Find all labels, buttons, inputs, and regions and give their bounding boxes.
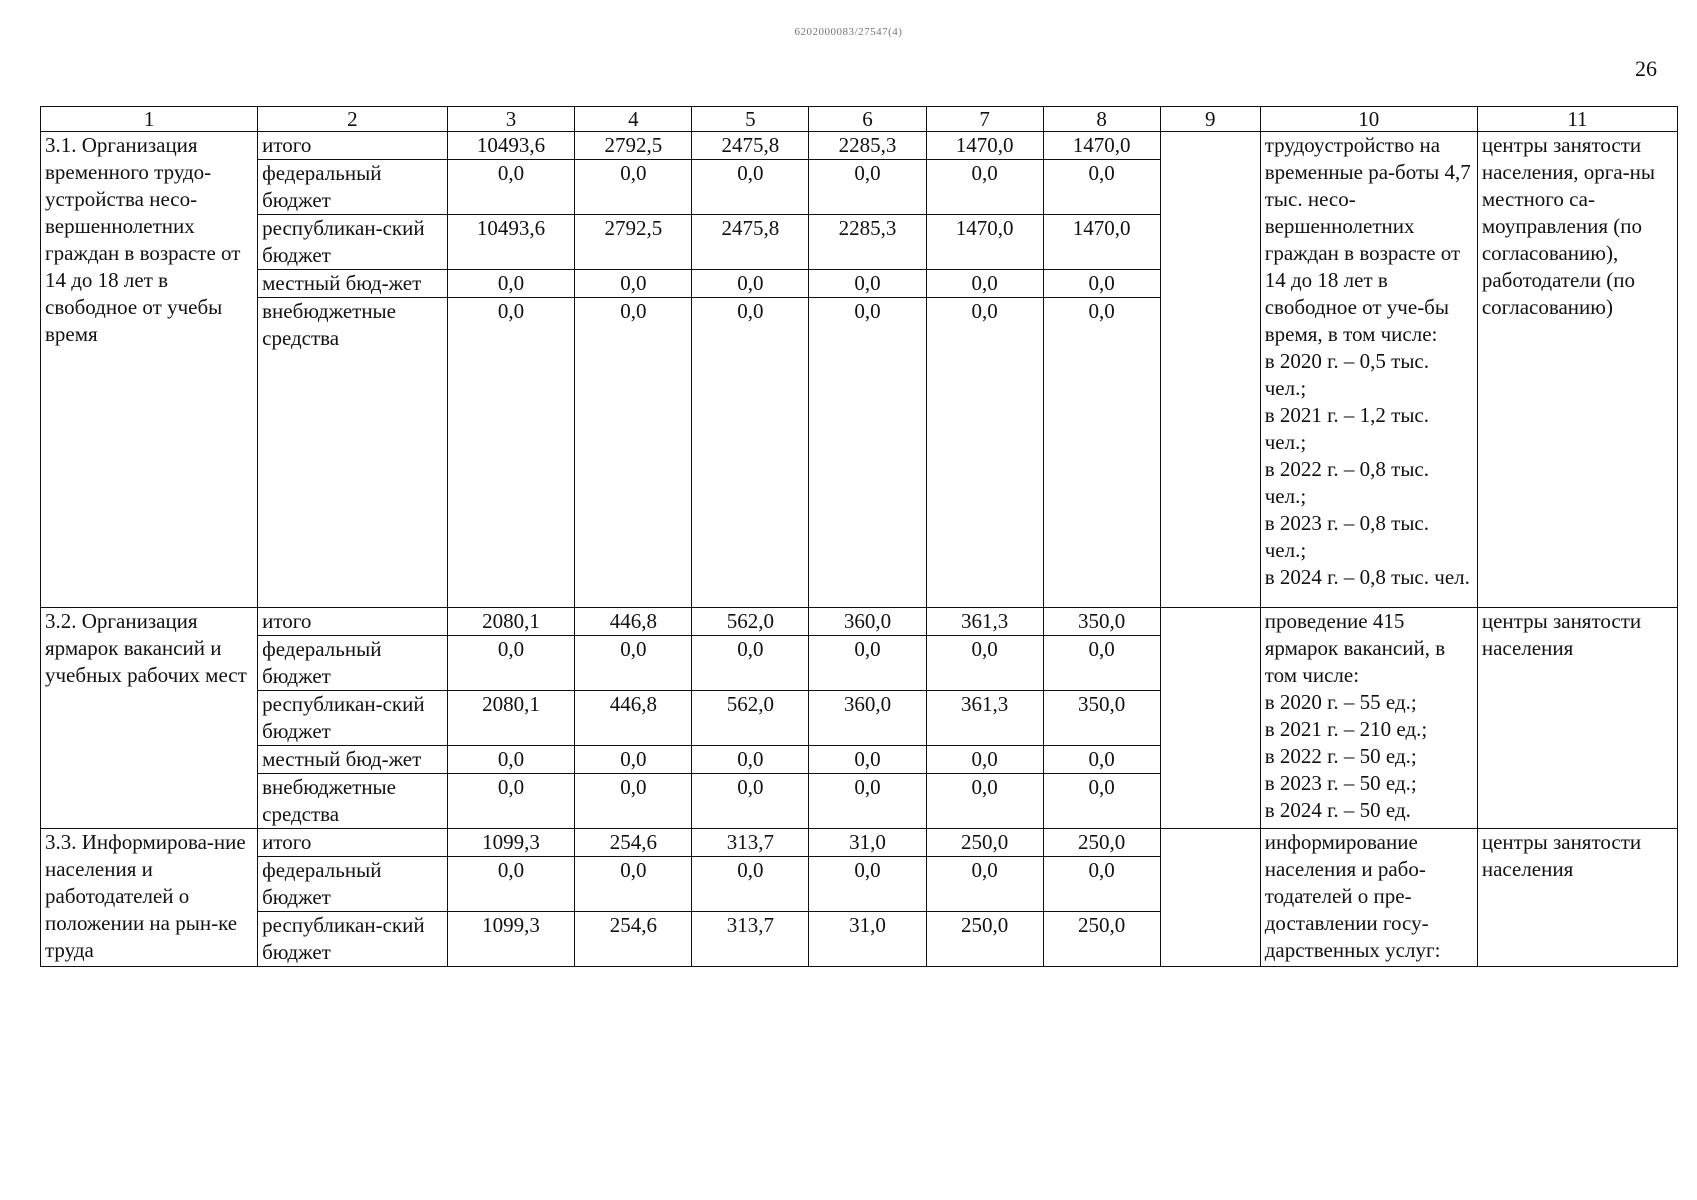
page-number: 26: [1635, 56, 1657, 81]
responsible-party: центры занятости населения: [1477, 829, 1677, 967]
value-cell: 254,6: [575, 912, 692, 967]
value-cell: 0,0: [1043, 774, 1160, 829]
table-row: [41, 829, 1678, 857]
value-cell: 0,0: [1043, 636, 1160, 691]
funding-source: внебюджетные средства: [258, 298, 447, 608]
value-cell: 0,0: [575, 774, 692, 829]
measure-title: 3.1. Организация временного трудо-устройства несо-вершеннолетних граждан в возрасте от 14 до 18 лет в свободное от учебы время: [41, 132, 258, 608]
column-header: 4: [575, 107, 692, 132]
value-cell: 0,0: [692, 774, 809, 829]
value-cell: 0,0: [692, 746, 809, 774]
value-cell: 0,0: [1043, 746, 1160, 774]
value-cell: 0,0: [447, 298, 575, 608]
column-header: 6: [809, 107, 926, 132]
table-row: [41, 608, 1678, 636]
value-cell: 562,0: [692, 691, 809, 746]
value-cell: 0,0: [926, 298, 1043, 608]
value-cell: 0,0: [692, 636, 809, 691]
value-cell: 0,0: [926, 746, 1043, 774]
funding-source: республикан-ский бюджет: [258, 215, 447, 270]
funding-source: федеральный бюджет: [258, 160, 447, 215]
value-cell: 0,0: [447, 636, 575, 691]
value-cell: 0,0: [692, 160, 809, 215]
value-cell: 2285,3: [809, 215, 926, 270]
funding-source: итого: [258, 608, 447, 636]
responsible-party: центры занятости населения, орга-ны местного са-моуправления (по согласованию), работодатели (по согласованию): [1477, 132, 1677, 608]
funding-source: республикан-ский бюджет: [258, 912, 447, 967]
col9-cell: [1160, 132, 1260, 608]
value-cell: 1099,3: [447, 912, 575, 967]
value-cell: 0,0: [926, 160, 1043, 215]
funding-source: федеральный бюджет: [258, 857, 447, 912]
expected-result: информирование населения и рабо-тодателей о пре-доставлении госу-дарственных услуг:: [1260, 829, 1477, 967]
value-cell: 0,0: [692, 270, 809, 298]
value-cell: 0,0: [809, 774, 926, 829]
value-cell: 0,0: [1043, 160, 1160, 215]
value-cell: 0,0: [1043, 270, 1160, 298]
column-header: 11: [1477, 107, 1677, 132]
funding-source: местный бюд-жет: [258, 270, 447, 298]
table-row: [41, 132, 1678, 160]
column-header: 2: [258, 107, 447, 132]
value-cell: 0,0: [447, 774, 575, 829]
value-cell: 1470,0: [1043, 215, 1160, 270]
value-cell: 2792,5: [575, 132, 692, 160]
value-cell: 313,7: [692, 912, 809, 967]
value-cell: 2080,1: [447, 608, 575, 636]
column-header: 1: [41, 107, 258, 132]
value-cell: 254,6: [575, 829, 692, 857]
measure-title: 3.3. Информирова-ние населения и работодателей о положении на рын-ке труда: [41, 829, 258, 967]
value-cell: 0,0: [926, 857, 1043, 912]
measure-title: 3.2. Организация ярмарок вакансий и учебных рабочих мест: [41, 608, 258, 829]
document-code: 6202000083/27547(4): [794, 26, 903, 38]
funding-source: итого: [258, 132, 447, 160]
value-cell: 2285,3: [809, 132, 926, 160]
funding-source: местный бюд-жет: [258, 746, 447, 774]
value-cell: 0,0: [447, 857, 575, 912]
funding-source: республикан-ский бюджет: [258, 691, 447, 746]
value-cell: 0,0: [692, 298, 809, 608]
value-cell: 0,0: [575, 636, 692, 691]
funding-source: внебюджетные средства: [258, 774, 447, 829]
value-cell: 350,0: [1043, 691, 1160, 746]
value-cell: 0,0: [692, 857, 809, 912]
value-cell: 361,3: [926, 608, 1043, 636]
value-cell: 1470,0: [1043, 132, 1160, 160]
value-cell: 10493,6: [447, 215, 575, 270]
value-cell: 0,0: [447, 270, 575, 298]
value-cell: 562,0: [692, 608, 809, 636]
value-cell: 2475,8: [692, 215, 809, 270]
value-cell: 0,0: [809, 857, 926, 912]
value-cell: 446,8: [575, 608, 692, 636]
value-cell: 350,0: [1043, 608, 1160, 636]
column-header: 9: [1160, 107, 1260, 132]
value-cell: 0,0: [809, 746, 926, 774]
value-cell: 0,0: [809, 298, 926, 608]
value-cell: 0,0: [926, 774, 1043, 829]
value-cell: 0,0: [809, 270, 926, 298]
column-header: 5: [692, 107, 809, 132]
col9-cell: [1160, 608, 1260, 829]
responsible-party: центры занятости населения: [1477, 608, 1677, 829]
value-cell: 0,0: [575, 746, 692, 774]
value-cell: 360,0: [809, 691, 926, 746]
value-cell: 361,3: [926, 691, 1043, 746]
header-row: [41, 107, 1678, 132]
value-cell: 0,0: [575, 857, 692, 912]
value-cell: 0,0: [809, 636, 926, 691]
value-cell: 0,0: [575, 298, 692, 608]
column-header: 8: [1043, 107, 1160, 132]
value-cell: 360,0: [809, 608, 926, 636]
value-cell: 250,0: [926, 829, 1043, 857]
value-cell: 0,0: [926, 636, 1043, 691]
value-cell: 250,0: [1043, 912, 1160, 967]
value-cell: 0,0: [575, 160, 692, 215]
program-table: [40, 106, 1678, 967]
value-cell: 2792,5: [575, 215, 692, 270]
value-cell: 250,0: [926, 912, 1043, 967]
column-header: 7: [926, 107, 1043, 132]
value-cell: 31,0: [809, 912, 926, 967]
value-cell: 0,0: [447, 160, 575, 215]
value-cell: 0,0: [1043, 298, 1160, 608]
value-cell: 0,0: [447, 746, 575, 774]
value-cell: 1470,0: [926, 132, 1043, 160]
value-cell: 0,0: [926, 270, 1043, 298]
value-cell: 1099,3: [447, 829, 575, 857]
column-header: 10: [1260, 107, 1477, 132]
column-header: 3: [447, 107, 575, 132]
expected-result: проведение 415 ярмарок вакансий, в том числе: в 2020 г. – 55 ед.; в 2021 г. – 210 ед.; в 2022 г. – 50 ед.; в 2023 г. – 50 ед.; в 2024 г. – 50 ед.: [1260, 608, 1477, 829]
value-cell: 0,0: [575, 270, 692, 298]
value-cell: 1470,0: [926, 215, 1043, 270]
value-cell: 250,0: [1043, 829, 1160, 857]
funding-source: федеральный бюджет: [258, 636, 447, 691]
value-cell: 0,0: [1043, 857, 1160, 912]
value-cell: 10493,6: [447, 132, 575, 160]
funding-source: итого: [258, 829, 447, 857]
value-cell: 31,0: [809, 829, 926, 857]
value-cell: 0,0: [809, 160, 926, 215]
value-cell: 2475,8: [692, 132, 809, 160]
value-cell: 2080,1: [447, 691, 575, 746]
value-cell: 446,8: [575, 691, 692, 746]
value-cell: 313,7: [692, 829, 809, 857]
col9-cell: [1160, 829, 1260, 967]
expected-result: трудоустройство на временные ра-боты 4,7 тыс. несо-вершеннолетних граждан в возрасте от 14 до 18 лет в свободное от уче-бы время, в том числе: в 2020 г. – 0,5 тыс. чел.; в 2021 г. – 1,2 тыс. чел.; в 2022 г. – 0,8 тыс. чел.; в 2023 г. – 0,8 тыс. чел.; в 2024 г. – 0,8 тыс. чел.: [1260, 132, 1477, 608]
